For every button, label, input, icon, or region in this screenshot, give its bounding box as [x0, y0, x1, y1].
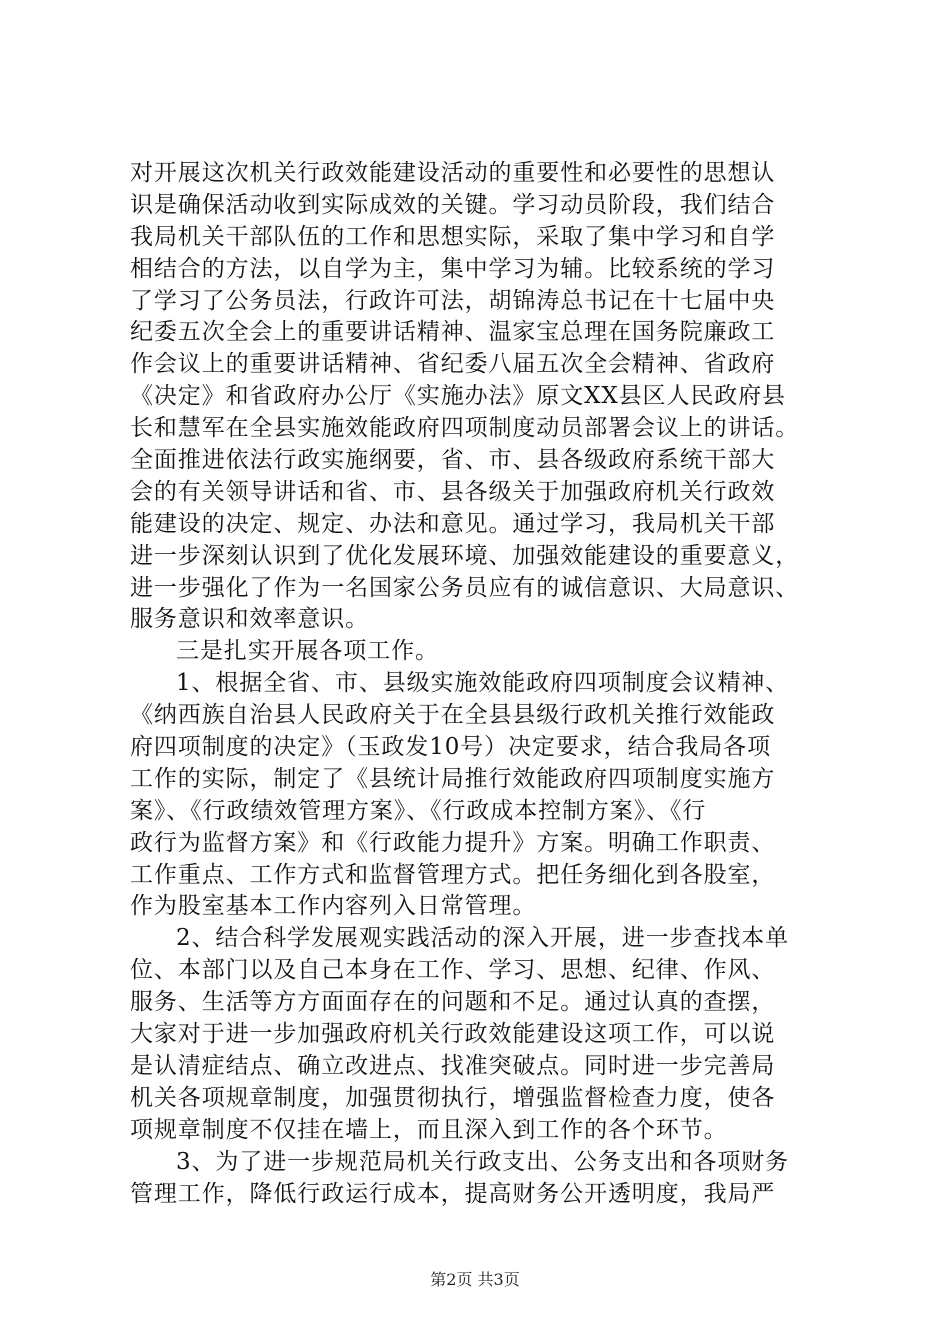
text-line: 大家对于进一步加强政府机关行政效能建设这项工作，可以说: [130, 1021, 776, 1048]
paragraph-start: 2、结合科学发展观实践活动的深入开展，进一步查找本单: [176, 925, 790, 952]
text-line: 服务、生活等方方面面存在的问题和不足。通过认真的查摆，: [130, 989, 776, 1016]
text-line: 作为股室基本工作内容列入日常管理。: [130, 893, 537, 920]
text-line: 进一步强化了作为一名国家公务员应有的诚信意识、大局意识、: [130, 574, 800, 601]
text-line: 对开展这次机关行政效能建设活动的重要性和必要性的思想认: [130, 160, 776, 186]
text-line: 项规章制度不仅挂在墙上，而且深入到工作的各个环节。: [130, 1116, 728, 1143]
text-line: 机关各项规章制度，加强贯彻执行，增强监督检查力度，使各: [130, 1084, 776, 1111]
text-line: 识是确保活动收到实际成效的关键。学习动员阶段，我们结合: [130, 191, 776, 218]
text-line: 案》、《行政绩效管理方案》、《行政成本控制方案》、《行: [130, 797, 707, 824]
text-line: 进一步深刻认识到了优化发展环境、加强效能建设的重要意义，: [130, 542, 800, 569]
document-body: [130, 158, 860, 1210]
text-line: 作会议上的重要讲话精神、省纪委八届五次全会精神、省政府: [130, 351, 776, 378]
text-line: 工作的实际，制定了《县统计局推行效能政府四项制度实施方: [130, 765, 776, 792]
text-line: 政行为监督方案》和《行政能力提升》方案。明确工作职责、: [130, 829, 776, 856]
text-line: 长和慧军在全县实施效能政府四项制度动员部署会议上的讲话。: [130, 415, 800, 442]
text-line: 我局机关干部队伍的工作和思想实际，采取了集中学习和自学: [130, 223, 776, 250]
page-number-footer: 第2页 共3页: [430, 1270, 520, 1289]
paragraph-start: 3、为了进一步规范局机关行政支出、公务支出和各项财务: [176, 1148, 790, 1175]
text-line: 管理工作，降低行政运行成本，提高财务公开透明度，我局严: [130, 1180, 776, 1207]
text-line: 《决定》和省政府办公厅《实施办法》原文XX县区人民政府县: [130, 383, 786, 410]
text-line: 纪委五次全会上的重要讲话精神、温家宝总理在国务院廉政工: [130, 319, 776, 346]
text-line: 是认清症结点、确立改进点、找准突破点。同时进一步完善局: [130, 1052, 776, 1079]
text-line: 府四项制度的决定》（玉政发10号）决定要求，结合我局各项: [130, 734, 771, 761]
text-line: 相结合的方法，以自学为主，集中学习为辅。比较系统的学习: [130, 255, 776, 282]
text-line: 会的有关领导讲话和省、市、县各级关于加强政府机关行政效: [130, 478, 776, 505]
paragraph-start: 1、根据全省、市、县级实施效能政府四项制度会议精神、: [176, 670, 790, 697]
text-line: 位、本部门以及自己本身在工作、学习、思想、纪律、作风、: [130, 957, 776, 984]
text-line: 《纳西族自治县人民政府关于在全县县级行政机关推行效能政: [130, 702, 776, 729]
section-heading: 三是扎实开展各项工作。: [176, 638, 439, 665]
text-line: 服务意识和效率意识。: [130, 606, 369, 633]
text-line: 工作重点、工作方式和监督管理方式。把任务细化到各股室，: [130, 861, 776, 888]
text-line: 全面推进依法行政实施纲要，省、市、县各级政府系统干部大: [130, 447, 776, 474]
text-line: 能建设的决定、规定、办法和意见。通过学习，我局机关干部: [130, 510, 776, 537]
text-line: 了学习了公务员法，行政许可法，胡锦涛总书记在十七届中央: [130, 287, 776, 314]
